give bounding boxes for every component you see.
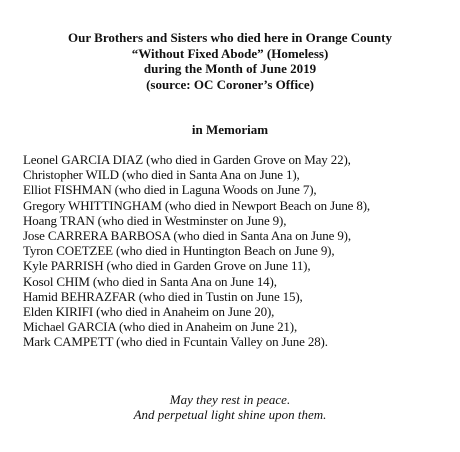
header-line-2: “Without Fixed Abode” (Homeless): [131, 45, 329, 61]
list-item: Leonel GARCIA DIAZ (who died in Garden Grove on May 22),: [23, 152, 351, 167]
closing-line-1: May they rest in peace.: [169, 392, 291, 407]
closing-prayer: [0, 392, 460, 422]
list-item: Mark CAMPETT (who died in Fcuntain Valley on June 28).: [23, 334, 328, 350]
list-item: Elden KIRIFI (who died in Anaheim on June 20),: [23, 304, 275, 320]
header-line-3: during the Month of June 2019: [143, 61, 317, 76]
document-header: [0, 30, 460, 92]
list-item: Christopher WILD (who died in Santa Ana on June 1),: [23, 167, 300, 183]
list-item: Gregory WHITTINGHAM (who died in Newport Beach on June 8),: [23, 197, 371, 213]
closing-line-2: And perpetual light shine upon them.: [133, 407, 327, 422]
memoriam-heading: in Memoriam: [191, 122, 269, 137]
list-item: Michael GARCIA (who died in Anaheim on June 21),: [23, 319, 298, 335]
list-item: Hoang TRAN (who died in Westminster on June 9),: [23, 212, 287, 228]
names-list: [23, 152, 453, 350]
list-item: Jose CARRERA BARBOSA (who died in Santa Ana on June 9),: [23, 228, 351, 244]
header-line-1: Our Brothers and Sisters who died here in Orange County: [68, 30, 392, 45]
list-item: Kosol CHIM (who died in Santa Ana on June 14),: [23, 273, 277, 289]
list-item: Hamid BEHRAZFAR (who died in Tustin on June 15),: [23, 288, 303, 304]
header-line-4: (source: OC Coroner’s Office): [146, 76, 314, 92]
list-item: Kyle PARRISH (who died in Garden Grove on June 11),: [23, 258, 311, 274]
list-item: Elliot FISHMAN (who died in Laguna Woods on June 7),: [23, 182, 317, 198]
list-item: Tyron COETZEE (who died in Huntington Beach on June 9),: [23, 243, 335, 259]
